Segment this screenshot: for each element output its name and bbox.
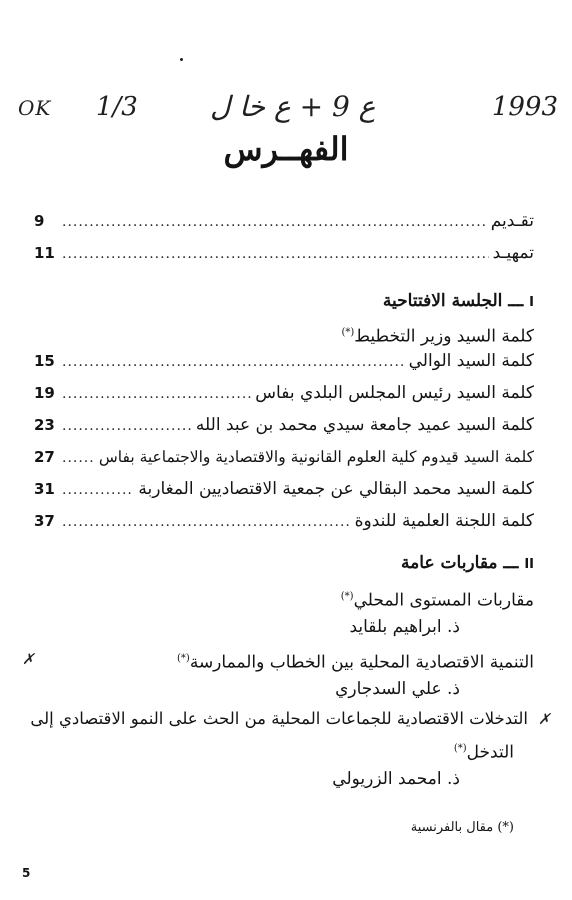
toc-page: 27 bbox=[34, 448, 55, 466]
article-title bbox=[177, 644, 534, 678]
footnote: (*) مقال بالفرنسية bbox=[410, 820, 514, 835]
article-author: ذ. ابراهيم بلقايد bbox=[349, 617, 460, 637]
toc-page: 23 bbox=[34, 416, 55, 434]
article-title-continued bbox=[454, 734, 514, 768]
page-title: الفهــرس bbox=[223, 130, 349, 168]
handwritten-year: 1993 bbox=[491, 92, 558, 122]
section-number: I bbox=[529, 295, 534, 310]
toc-row bbox=[34, 238, 534, 268]
toc-row bbox=[34, 378, 534, 408]
toc-label: كلمة السيد قيدوم كلية العلوم القانونية والاقتصادية والاجتماعية بفاس bbox=[98, 448, 534, 466]
toc-page: 15 bbox=[34, 352, 55, 370]
article-title-text: التنمية الاقتصادية المحلية بين الخطاب والممارسة bbox=[189, 652, 534, 673]
section-heading bbox=[401, 548, 534, 580]
article-title bbox=[30, 704, 528, 734]
footnote-marker: (*) bbox=[341, 327, 355, 338]
handwritten-code: ع 9 + ع خا ل bbox=[210, 90, 376, 123]
toc-page: 9 bbox=[34, 212, 45, 230]
section-heading bbox=[383, 286, 534, 318]
handwritten-check-icon: ✗ bbox=[22, 650, 35, 668]
toc-page: 31 bbox=[34, 480, 55, 498]
toc-page: 37 bbox=[34, 512, 55, 530]
leader-dots bbox=[62, 207, 487, 237]
section-number: II bbox=[524, 557, 534, 572]
leader-dots bbox=[62, 507, 351, 537]
section-title: ـــ الجلسة الافتتاحية bbox=[382, 291, 524, 311]
toc-label: كلمة السيد الوالي bbox=[408, 351, 534, 371]
handwritten-fraction: 1/3 bbox=[96, 92, 138, 122]
toc-label: كلمة السيد عميد جامعة سيدي محمد بن عبد الله bbox=[195, 415, 534, 435]
leader-dots bbox=[62, 475, 134, 505]
toc-row bbox=[34, 442, 534, 472]
handwritten-ok: OK bbox=[18, 96, 52, 120]
toc-row bbox=[34, 206, 534, 236]
leader-dots bbox=[62, 379, 251, 409]
toc-row bbox=[34, 410, 534, 440]
toc-row bbox=[34, 346, 534, 376]
toc-label: تقـديم bbox=[490, 211, 534, 231]
footnote-marker: (*) bbox=[453, 743, 467, 754]
footnote-marker: (*) bbox=[177, 653, 190, 664]
toc-page: 11 bbox=[34, 244, 55, 262]
leader-dots bbox=[62, 411, 192, 441]
leader-dots bbox=[62, 239, 489, 269]
article-author: ذ. علي السدجاري bbox=[335, 679, 460, 699]
ink-dot bbox=[180, 58, 183, 61]
article-title-text: مقاربات المستوى المحلي bbox=[353, 590, 534, 611]
toc-row bbox=[34, 506, 534, 536]
toc-page: 19 bbox=[34, 384, 55, 402]
section-title: ـــ مقاربات عامة bbox=[401, 553, 519, 573]
toc-label: تمهيـد bbox=[492, 243, 534, 263]
toc-label: كلمة السيد محمد البقالي عن جمعية الاقتصاديين المغاربة bbox=[138, 479, 534, 499]
page-number: 5 bbox=[22, 866, 31, 880]
article-title-text: التدخلات الاقتصادية للجماعات المحلية من الحث على النمو الاقتصادي إلى bbox=[30, 709, 528, 728]
article-title bbox=[341, 582, 534, 616]
leader-dots bbox=[62, 347, 405, 377]
article-title-text: التدخل bbox=[466, 742, 514, 763]
footnote-marker: (*) bbox=[340, 591, 354, 602]
toc-row bbox=[34, 474, 534, 504]
article-author: ذ. امحمد الزريولي bbox=[332, 769, 460, 789]
toc-label: كلمة السيد وزير التخطيط bbox=[354, 326, 534, 347]
toc-label: كلمة السيد رئيس المجلس البلدي بفاس bbox=[255, 383, 534, 403]
handwritten-check-icon: ✗ bbox=[538, 710, 551, 728]
leader-dots bbox=[62, 443, 95, 473]
toc-label: كلمة اللجنة العلمية للندوة bbox=[354, 511, 534, 531]
